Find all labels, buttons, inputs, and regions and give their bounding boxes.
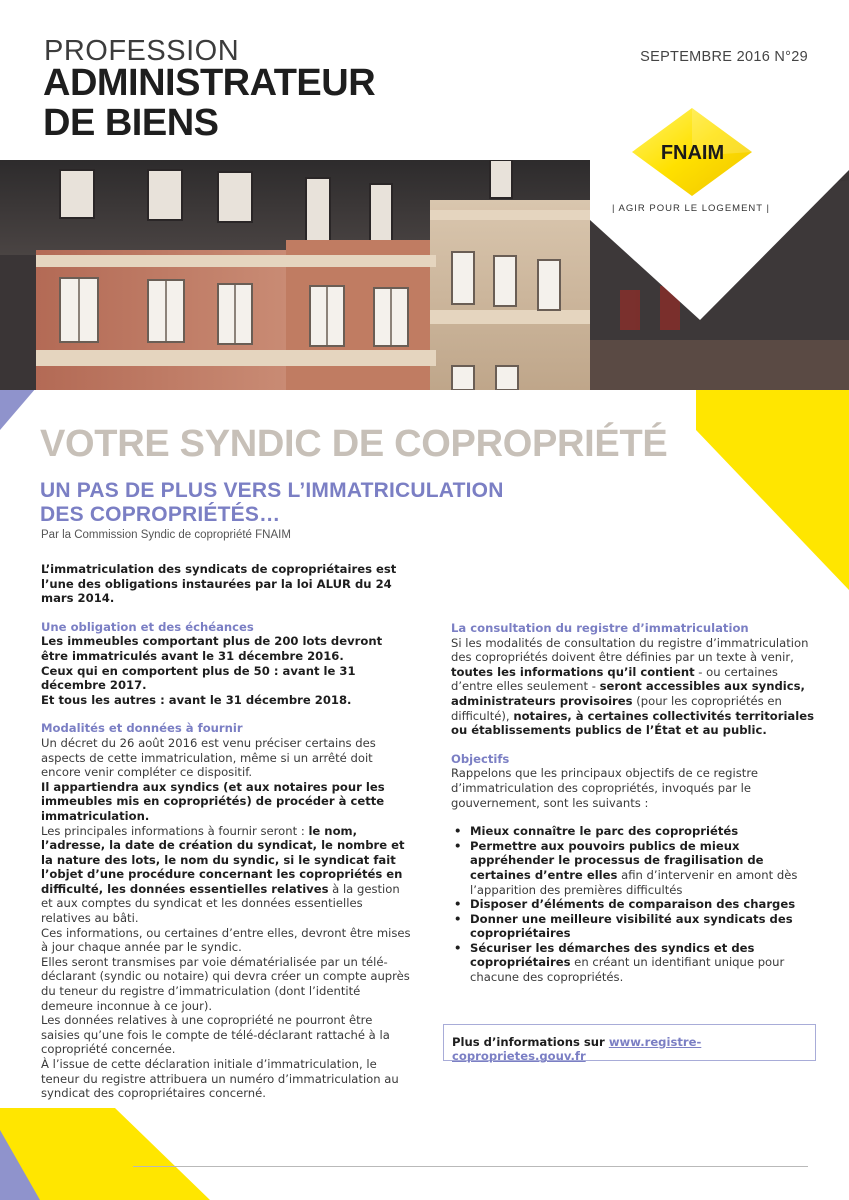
publication-title-line1: ADMINISTRATEUR xyxy=(43,62,376,104)
list-item: • Sécuriser les démarches des syndics et des copropriétaires en créant un identifiant unique pour chacune des copropriétés. xyxy=(454,941,816,985)
list-item: • Permettre aux pouvoirs publics de mieux appréhender le processus de fragilisation de certaines d’entre elles afin d’intervenir en amont dès l’apparition des premières difficultés xyxy=(454,839,816,897)
intro-paragraph: L’immatriculation des syndicats de copropriétaires est l’une des obligations instaurées par la loi ALUR du 24 mars 2014. xyxy=(41,562,397,606)
issue-date: SEPTEMBRE 2016 N°29 xyxy=(640,49,808,65)
deadline-200-lots: Les immeubles comportant plus de 200 lots devront être immatriculés avant le 31 décembre 2016. xyxy=(41,634,383,663)
section-heading-modalites: Modalités et données à fournir xyxy=(41,721,243,736)
consultation-paragraph: Si les modalités de consultation du registre d’immatriculation des copropriétés doivent être définies par un texte à venir, toutes les informations qu’il contient - ou certaines d’entre elles seulement - seront accessibles aux syndics, administrateurs provisoires (pour les copropriétés en difficulté), notaires, à certaines collectivités territoriales ou établissements publics de l’État et au public. xyxy=(451,635,814,738)
transmission-paragraph: Elles seront transmises par voie dématérialisée par un télé-déclarant (syndic ou notaire) qui devra créer un compte auprès du teneur du registre d’immatriculation (dont l’identité demeure inconnue à ce jour). xyxy=(41,954,410,1013)
data-entry-paragraph: Les données relatives à une copropriété ne pourront être saisies qu’une fois le compte de télé-déclarant rattaché à la copropriété concernée. xyxy=(41,1013,390,1057)
list-item: • Mieux connaître le parc des copropriétés xyxy=(454,824,816,839)
left-column xyxy=(41,562,411,1101)
right-column xyxy=(451,621,816,985)
list-item: • Donner une meilleure visibilité aux syndicats des copropriétaires xyxy=(454,912,816,941)
article-title: VOTRE SYNDIC DE COPROPRIÉTÉ xyxy=(40,423,668,465)
section-heading-objectifs: Objectifs xyxy=(451,751,510,766)
registry-link[interactable]: www.registre-coproprietes.gouv.fr xyxy=(452,1035,702,1063)
publication-title-line2: DE BIENS xyxy=(43,102,219,144)
deadline-50-lots: Ceux qui en comportent plus de 50 : avant le 31 décembre 2017. xyxy=(41,663,356,693)
objectives-list xyxy=(454,824,816,985)
registration-number-paragraph: À l’issue de cette déclaration initiale d’immatriculation, le teneur du registre attribuera un numéro d’immatriculation au syndicat des copropriétaires concerné. xyxy=(41,1057,399,1101)
deadline-others: Et tous les autres : avant le 31 décembre 2018. xyxy=(41,692,352,707)
section-heading-obligations: Une obligation et des échéances xyxy=(41,619,254,634)
objectives-intro: Rappelons que les principaux objectifs de ce registre d’immatriculation des copropriétés, invoqués par le gouvernement, sont les suivants : xyxy=(451,766,758,810)
article-subtitle-line1: UN PAS DE PLUS VERS L’IMMATRICULATION xyxy=(40,479,504,502)
more-info-box xyxy=(443,1024,816,1061)
byline: Par la Commission Syndic de copropriété FNAIM xyxy=(41,529,291,541)
logo-tagline: | AGIR POUR LE LOGEMENT | xyxy=(611,203,771,214)
profession-kicker: PROFESSION xyxy=(44,35,240,67)
information-paragraph: Les principales informations à fournir seront : le nom, l’adresse, la date de création du syndicat, le nombre et la nature des lots, le nom du syndic, si le syndicat fait l’objet d’une procédure concernant les copropriétés en difficulté, les données essentielles relatives à la gestion et aux comptes du syndicat et les données essentielles relatives au bâti. xyxy=(41,823,405,926)
fnaim-logo-text: FNAIM xyxy=(660,142,725,164)
decree-paragraph: Un décret du 26 août 2016 est venu préciser certains des aspects de cette immatriculation, même si un arrêté doit encore venir compléter ce dispositif. xyxy=(41,735,376,780)
section-heading-consultation: La consultation du registre d’immatriculation xyxy=(451,621,749,635)
list-item: • Disposer d’éléments de comparaison des charges xyxy=(454,897,816,912)
article-subtitle-line2: DES COPROPRIÉTÉS… xyxy=(40,503,281,526)
update-paragraph: Ces informations, ou certaines d’entre elles, devront être mises à jour chaque année par le syndic. xyxy=(41,925,411,955)
more-info-label: Plus d’informations sur xyxy=(452,1035,609,1049)
footer-divider xyxy=(133,1166,808,1167)
syndic-duty-paragraph: Il appartiendra aux syndics (et aux notaires pour les immeubles mis en copropriétés) de procéder à cette immatriculation. xyxy=(41,779,385,823)
